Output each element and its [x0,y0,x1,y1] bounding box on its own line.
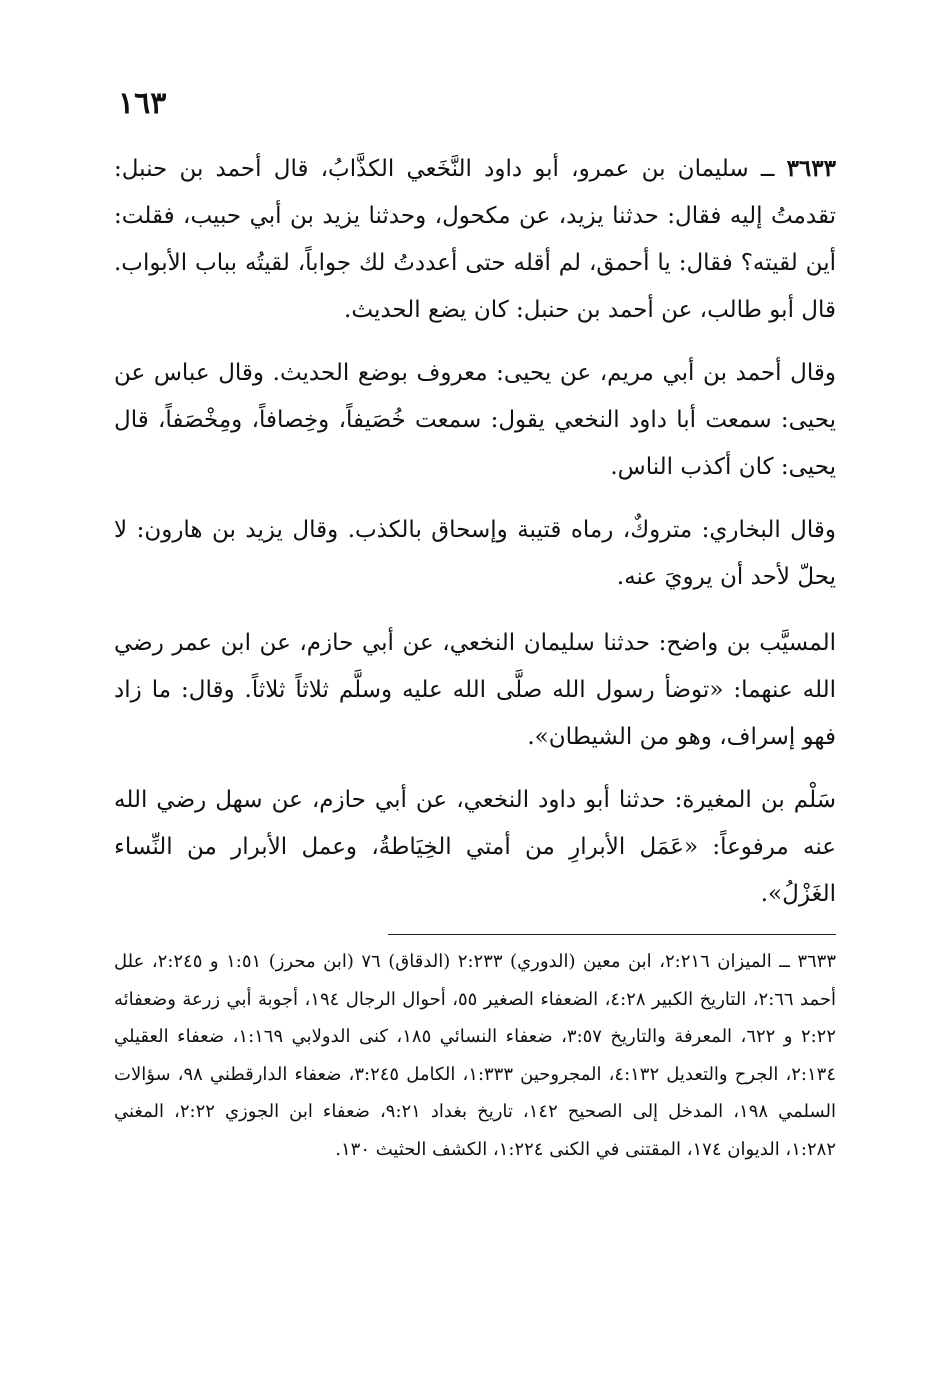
footnote [114,943,836,1168]
footnote-text: الميزان ٢:٢١٦، ابن معين (الدوري) ٢:٢٣٣ (الدقاق) ٧٦ (ابن محرز) ١:٥١ و ٢:٢٤٥، علل أحمد ٢:٦٦، التاريخ الكبير ٤:٢٨، الضعفاء الصغير ٥٥، أحوال الرجال ١٩٤، أجوبة أبي زرعة وضعفائه ٢:٢٢ و ٦٢٢، المعرفة والتاريخ ٣:٥٧، ضعفاء النسائي ١٨٥، كنى الدولابي ١:١٦٩، ضعفاء العقيلي ٢:١٣٤، الجرح والتعديل ٤:١٣٢، المجروحين ١:٣٣٣، الكامل ٣:٢٤٥، ضعفاء الدارقطني ٩٨، سؤالات السلمي ١٩٨، المدخل إلى الصحيح ١٤٢، تاريخ بغداد ٩:٢١، ضعفاء ابن الجوزي ٢:٢٢، المغني ١:٢٨٢، الديوان ١٧٤، المقتنى في الكنى ١:٢٢٤، الكشف الحثيث ١٣٠. [114,951,837,1160]
footnote-dash: ــ [771,951,798,972]
entry-dash: ــ [748,156,787,182]
footnote-number: ٣٦٣٣ [797,951,836,972]
footnote-divider [388,934,836,935]
paragraph-musayyab-hadith: المسيَّب بن واضح: حدثنا سليمان النخعي، عن أبي حازم، عن ابن عمر رضي الله عنهما: «توضأ رسول الله صلَّى الله عليه وسلَّم ثلاثاً ثلاثاً. وقال: ما زاد فهو إسراف، وهو من الشيطان». [114,630,836,750]
entry-number: ٣٦٣٣ [786,155,836,182]
page-number: ١٦٣ [118,86,167,121]
entry-text: سليمان بن عمرو، أبو داود النَّخَعي الكذَّابُ، قال أحمد بن حنبل: تقدمتُ إليه فقال: حدثنا يزيد، عن مكحول، وحدثنا يزيد بن أبي حبيب، فقلت: أين لقيته؟ فقال: يا أحمق، لم أقله حتى أعددتُ لك جواباً، لقيتُه بباب الأبواب. قال أبو طالب، عن أحمد بن حنبل: كان يضع الحديث. [114,156,836,323]
entry-paragraph [114,145,836,334]
paragraph-bukhari: وقال البخاري: متروكٌ، رماه قتيبة وإسحاق بالكذب. وقال يزيد بن هارون: لا يحلّ لأحد أن يرويَ عنه. [114,517,836,590]
paragraph-salm-hadith: سَلْم بن المغيرة: حدثنا أبو داود النخعي، عن أبي حازم، عن سهل رضي الله عنه مرفوعاً: «عَمَل الأبرارِ من أمتي الخِيَاطةُ، وعمل الأبرار من النِّساء الغَزْلُ». [114,787,836,907]
paragraph-ibn-abi-maryam: وقال أحمد بن أبي مريم، عن يحيى: معروف بوضع الحديث. وقال عباس عن يحيى: سمعت أبا داود النخعي يقول: سمعت خُصَيفاً، وخِصافاً، ومِخْصَفاً، قال يحيى: كان أكذب الناس. [114,360,836,480]
